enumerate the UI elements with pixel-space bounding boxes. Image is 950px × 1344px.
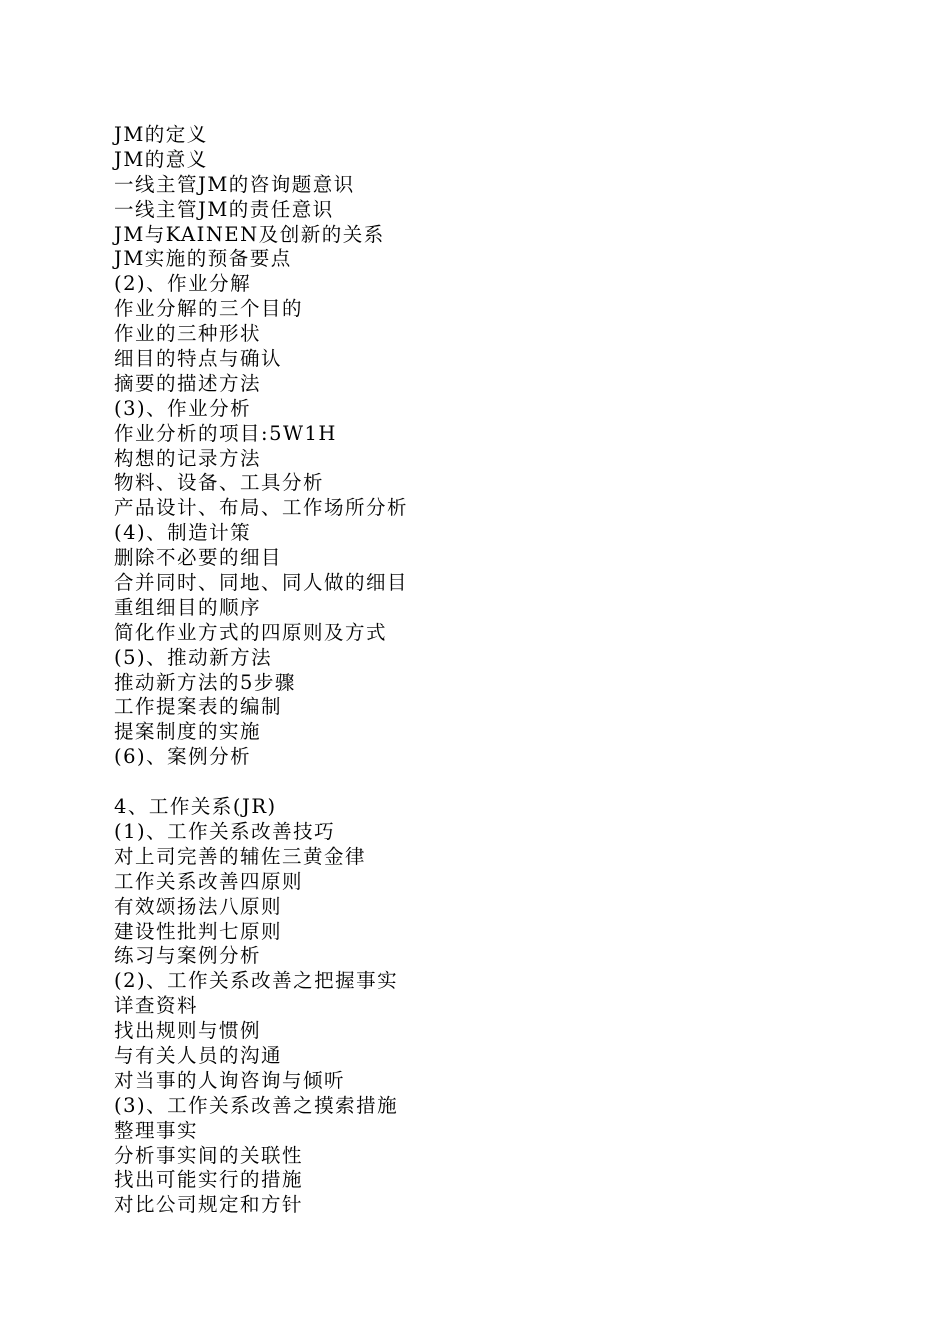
text-line: 删除不必要的细目 (114, 546, 283, 570)
text-line: JM的定义 (114, 123, 208, 146)
text-line: 建设性批判七原则 (114, 919, 283, 943)
text-line: 作业分解的三个目的 (114, 297, 304, 321)
text-line: 作业分析的项目:5W1H (114, 421, 337, 445)
text-line: 一线主管JM的咨询题意识 (114, 172, 355, 196)
text-line: 合并同时、同地、同人做的细目 (114, 571, 409, 595)
text-line: 推动新方法的5步骤 (114, 670, 296, 694)
section-heading: (3)、工作关系改善之摸索措施 (114, 1093, 399, 1117)
section-heading: (6)、案例分析 (114, 745, 252, 769)
text-line: 对上司完善的辅佐三黄金律 (114, 844, 367, 868)
text-line: 摘要的描述方法 (114, 371, 262, 395)
section-heading: (2)、作业分解 (114, 272, 252, 296)
text-line: 细目的特点与确认 (114, 347, 283, 371)
text-line: 作业的三种形状 (114, 322, 262, 346)
section-heading: (3)、作业分析 (114, 396, 252, 420)
text-line: 找出可能实行的措施 (114, 1168, 304, 1192)
blank-line (114, 770, 874, 795)
text-line: 简化作业方式的四原则及方式 (114, 620, 388, 644)
text-line: 提案制度的实施 (114, 720, 262, 744)
section-heading: (2)、工作关系改善之把握事实 (114, 969, 399, 993)
chapter-heading: 4、工作关系(JR) (114, 795, 277, 819)
text-line: 工作提案表的编制 (114, 695, 283, 719)
text-line: 对比公司规定和方针 (114, 1193, 304, 1217)
text-line: 对当事的人询咨询与倾听 (114, 1068, 346, 1092)
text-line: 练习与案例分析 (114, 944, 262, 968)
text-line: 整理事实 (114, 1118, 199, 1142)
text-line: 找出规则与惯例 (114, 1019, 262, 1043)
text-line: 一线主管JM的责任意识 (114, 197, 334, 221)
text-line: 详查资料 (114, 994, 199, 1018)
text-line: 有效颂扬法八原则 (114, 894, 283, 918)
section-heading: (5)、推动新方法 (114, 645, 273, 669)
text-line: 重组细目的顺序 (114, 595, 262, 619)
text-line: 工作关系改善四原则 (114, 869, 304, 893)
text-line: JM的意义 (114, 147, 208, 171)
text-line: 与有关人员的沟通 (114, 1043, 283, 1067)
text-line: JM实施的预备要点 (114, 247, 292, 271)
section-heading: (1)、工作关系改善技巧 (114, 819, 336, 843)
section-heading: (4)、制造计策 (114, 521, 252, 545)
text-line: 分析事实间的关联性 (114, 1143, 304, 1167)
document-body (114, 123, 874, 1218)
text-line: 构想的记录方法 (114, 446, 262, 470)
text-line: 产品设计、布局、工作场所分析 (114, 496, 409, 520)
text-line: JM与KAINEN及创新的关系 (114, 222, 385, 246)
text-line: 物料、设备、工具分析 (114, 471, 325, 495)
